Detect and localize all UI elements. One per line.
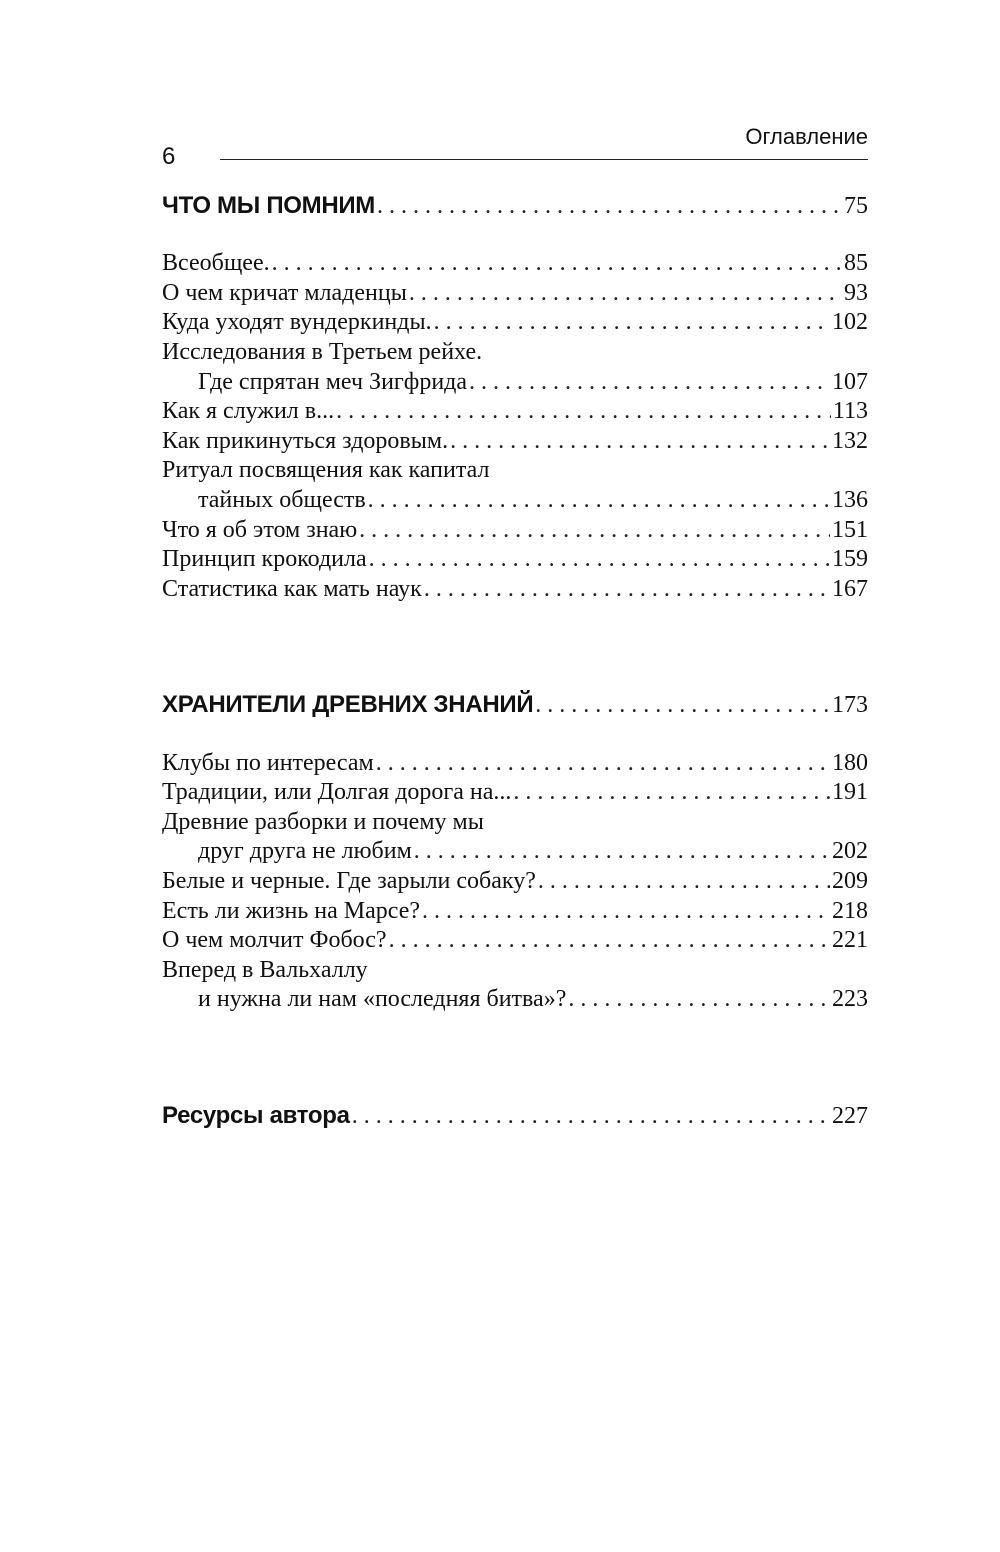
entry-page: 202 [832, 838, 868, 864]
entry-title: Статистика как мать наук [162, 576, 422, 602]
entry-title: Как я служил в... [162, 398, 335, 424]
leader-dots [424, 574, 830, 604]
toc-section[interactable] [162, 191, 868, 221]
running-title: Оглавление [745, 124, 868, 149]
leader-dots [422, 896, 830, 926]
entry-page: 191 [832, 779, 868, 805]
leader-dots [535, 690, 830, 720]
leader-dots [376, 748, 830, 778]
toc-entry[interactable] [162, 367, 868, 397]
entry-title: Принцип крокодила [162, 546, 367, 572]
entry-page: 113 [832, 398, 868, 424]
leader-dots [409, 278, 842, 308]
entry-page: 85 [844, 250, 868, 276]
entry-title: Как прикинуться здоровым. [162, 428, 449, 454]
leader-dots [434, 307, 830, 337]
toc-entry[interactable] [162, 984, 868, 1014]
entry-page: 102 [832, 309, 868, 335]
toc-entry[interactable] [162, 515, 868, 545]
entry-title: и нужна ли нам «последняя битва»? [198, 986, 567, 1012]
entry-page: 93 [844, 280, 868, 306]
toc-entry[interactable] [162, 748, 868, 778]
leader-dots [414, 836, 830, 866]
entry-title: О чем молчит Фобос? [162, 927, 387, 953]
toc-entry[interactable] [162, 574, 868, 604]
leader-dots [538, 866, 830, 896]
leader-dots [272, 248, 842, 278]
entry-page: 159 [832, 546, 868, 572]
entry-title-line1[interactable]: Исследования в Третьем рейхе. [162, 339, 483, 365]
toc-entry[interactable] [162, 896, 868, 926]
entry-page: 180 [832, 750, 868, 776]
entry-title: Клубы по интересам [162, 750, 374, 776]
entry-title: Есть ли жизнь на Марсе? [162, 898, 420, 924]
section-page: 173 [832, 692, 868, 718]
section-title: ХРАНИТЕЛИ ДРЕВНИХ ЗНАНИЙ [162, 691, 534, 718]
toc-entry[interactable] [162, 836, 868, 866]
entry-title: Традиции, или Долгая дорога на... [162, 779, 512, 805]
entry-page: 167 [832, 576, 868, 602]
entry-page: 151 [832, 517, 868, 543]
entry-title: Куда уходят вундеркинды. [162, 309, 432, 335]
toc-entry[interactable] [162, 426, 868, 456]
toc-entry[interactable] [162, 396, 868, 426]
toc-entry[interactable] [162, 544, 868, 574]
entry-title-line1[interactable]: Ритуал посвящения как капитал [162, 457, 490, 483]
toc-entry[interactable] [162, 278, 868, 308]
toc-entry[interactable] [162, 777, 868, 807]
entry-title-line1[interactable]: Вперед в Вальхаллу [162, 957, 368, 983]
leader-dots [377, 191, 842, 221]
leader-dots [450, 426, 830, 456]
leader-dots [389, 925, 830, 955]
entry-title: О чем кричат младенцы [162, 280, 407, 306]
toc-entry[interactable] [162, 248, 868, 278]
entry-page: 221 [832, 927, 868, 953]
section-page: 227 [832, 1103, 868, 1129]
toc-entry[interactable] [162, 485, 868, 515]
entry-page: 107 [832, 369, 868, 395]
section-title: Ресурсы автора [162, 1102, 350, 1129]
section-page: 75 [844, 193, 868, 219]
entry-title: друг друга не любим [198, 838, 412, 864]
entry-page: 132 [832, 428, 868, 454]
page-number: 6 [162, 143, 176, 170]
entry-title: Всеобщее. [162, 250, 270, 276]
leader-dots [352, 1101, 830, 1131]
toc-section[interactable] [162, 690, 868, 720]
entry-page: 218 [832, 898, 868, 924]
entry-title: Где спрятан меч Зигфрида [198, 369, 468, 395]
entry-page: 223 [832, 986, 868, 1012]
leader-dots [336, 396, 831, 426]
toc-section[interactable] [162, 1101, 868, 1131]
leader-dots [368, 485, 830, 515]
leader-dots [359, 515, 830, 545]
leader-dots [513, 777, 830, 807]
toc-entry[interactable] [162, 307, 868, 337]
toc-entry[interactable] [162, 925, 868, 955]
entry-title-line1[interactable]: Древние разборки и почему мы [162, 809, 484, 835]
toc-entry[interactable] [162, 866, 868, 896]
entry-page: 209 [832, 868, 868, 894]
section-title: ЧТО МЫ ПОМНИМ [162, 192, 376, 219]
entry-page: 136 [832, 487, 868, 513]
leader-dots [568, 984, 830, 1014]
leader-dots [469, 367, 830, 397]
leader-dots [369, 544, 830, 574]
entry-title: тайных обществ [198, 487, 366, 513]
entry-title: Что я об этом знаю [162, 517, 358, 543]
entry-title: Белые и черные. Где зарыли собаку? [162, 868, 536, 894]
running-header [162, 118, 868, 168]
header-rule [220, 159, 868, 160]
